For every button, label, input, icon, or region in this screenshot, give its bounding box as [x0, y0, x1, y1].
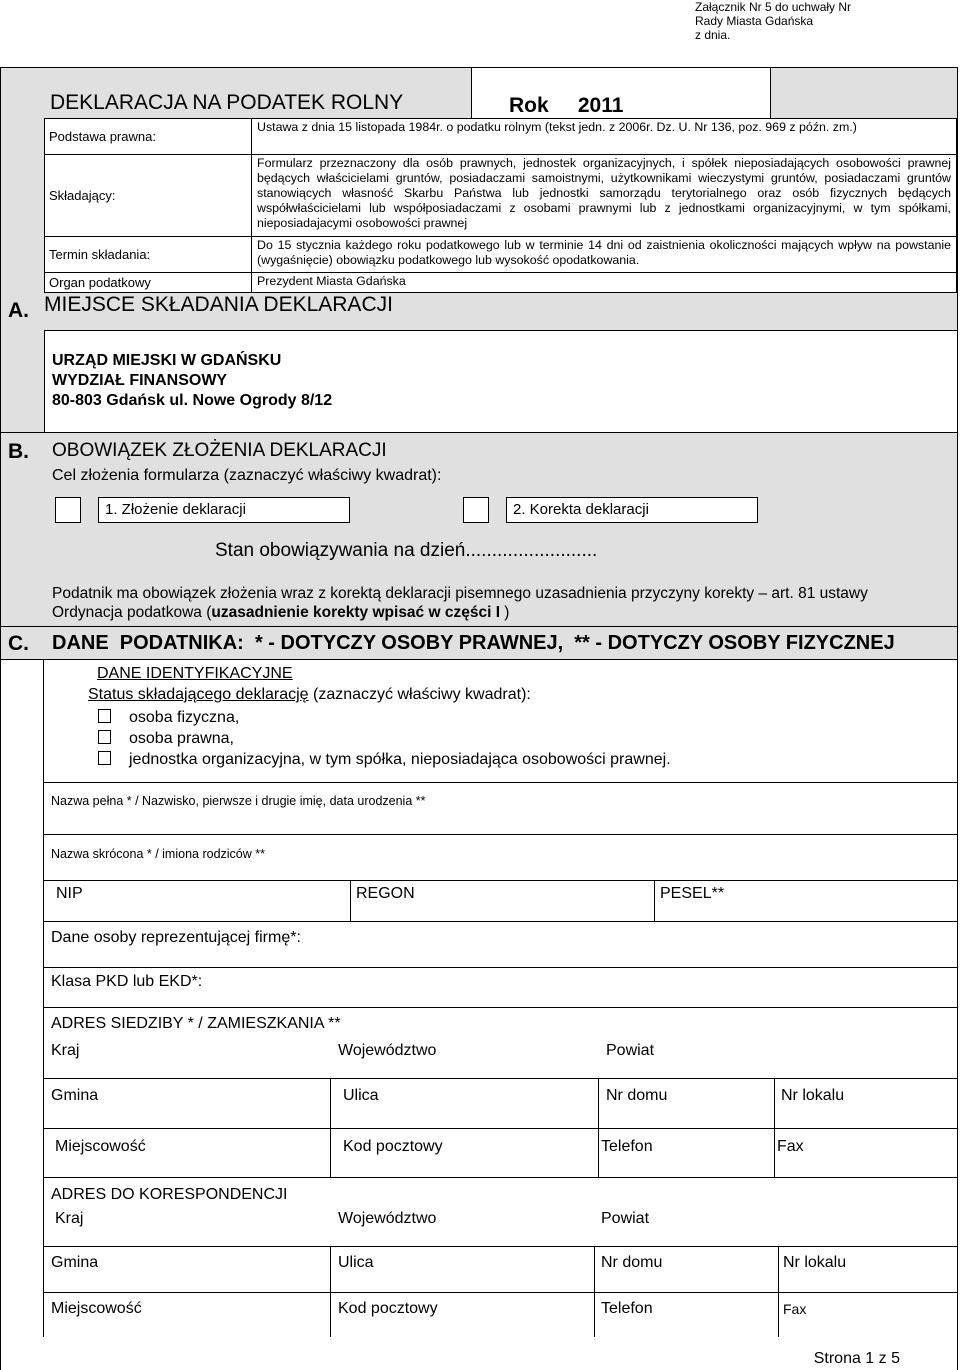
fax-label: Fax [777, 1138, 804, 1155]
section-c-left-strip [1, 660, 44, 1370]
correspondence-address-block [44, 1177, 957, 1337]
office-address-line: 80-803 Gdańsk ul. Nowe Ogrody 8/12 [52, 392, 333, 409]
pkd-field[interactable] [44, 967, 957, 1007]
short-name-field[interactable] [44, 834, 957, 880]
ids-divider [654, 881, 655, 922]
correction-checkbox[interactable] [463, 497, 489, 523]
section-b-title: OBOWIĄZEK ZŁOŻENIA DEKLARACJI [52, 440, 387, 461]
ids-row [44, 880, 957, 921]
address-divider [594, 1292, 595, 1338]
attachment-note [695, 0, 851, 42]
office-address-line: URZĄD MIEJSKI W GDAŃSKU [52, 352, 282, 369]
commune-label: Gmina [51, 1087, 99, 1104]
office-address-line: WYDZIAŁ FINANSOWY [52, 372, 228, 389]
address-row-line [44, 1078, 957, 1079]
street-label: Ulica [338, 1254, 374, 1271]
voivodeship-label: Województwo [338, 1210, 437, 1227]
submission-checkbox[interactable] [55, 497, 81, 523]
ids-divider [350, 881, 351, 922]
nip-label: NIP [56, 885, 83, 902]
status-option-label: osoba prawna, [129, 730, 234, 747]
status-checkbox[interactable] [98, 709, 111, 723]
country-label: Kraj [51, 1042, 80, 1059]
address-divider [330, 1292, 331, 1338]
address-divider [598, 1078, 599, 1128]
form-title: DEKLARACJA NA PODATEK ROLNY [50, 91, 404, 114]
header-row [45, 237, 957, 273]
pesel-label: PESEL** [660, 885, 725, 902]
phone-label: Telefon [601, 1138, 653, 1155]
street-label: Ulica [343, 1087, 379, 1104]
phone-label: Telefon [601, 1300, 653, 1317]
attachment-note-line: Rady Miasta Gdańska [695, 14, 814, 28]
correction-note-end: ) [500, 604, 510, 621]
section-a-band [1, 330, 44, 432]
purpose-label: Cel złożenia formularza (zaznaczyć właściwy kwadrat): [52, 467, 442, 484]
address-divider [774, 1128, 775, 1178]
year-label: Rok 2011 [509, 94, 624, 117]
legal-basis-text: Ustawa z dnia 15 listopada 1984r. o podatku rolnym (tekst jedn. z 2006r. Dz. U. Nr 136, poz. 969 z późn. zm.) [252, 119, 957, 155]
regon-label: REGON [356, 885, 415, 902]
apartment-number-label: Nr lokalu [781, 1087, 845, 1104]
header-row [45, 155, 957, 237]
submitter-label: Składający: [45, 155, 252, 237]
house-number-label: Nr domu [606, 1087, 668, 1104]
effective-date-label: Stan obowiązywania na dzień......................... [215, 540, 598, 561]
full-name-field[interactable] [44, 782, 957, 834]
tax-authority-label: Organ podatkowy [45, 273, 252, 293]
address-row-line [44, 1246, 957, 1247]
status-label-underlined: Status składającego deklarację [88, 686, 309, 703]
address-divider [598, 1128, 599, 1178]
legal-basis-label: Podstawa prawna: [45, 119, 252, 155]
full-name-label: Nazwa pełna * / Nazwisko, pierwsze i drugie imię, data urodzenia ** [51, 794, 426, 808]
section-a-letter: A. [8, 299, 29, 322]
fax-label: Fax [783, 1301, 807, 1317]
status-checkbox[interactable] [98, 730, 111, 744]
office-address [52, 351, 332, 411]
representative-label: Dane osoby reprezentującej firmę*: [51, 929, 301, 946]
section-c-letter: C. [8, 632, 29, 655]
voivodeship-label: Województwo [338, 1042, 437, 1059]
address-row-line [44, 1292, 957, 1293]
apartment-number-label: Nr lokalu [783, 1254, 847, 1271]
submission-option [98, 497, 350, 523]
identification-heading: DANE IDENTYFIKACYJNE [97, 665, 293, 682]
header-row [45, 273, 957, 293]
correction-note-text: Podatnik ma obowiązek złożenia wraz z korektą deklaracji pisemnego uzasadnienia przyczyny korekty – art. 81 ustawy Ordynacja podatkowa ( [52, 585, 868, 621]
deadline-text: Do 15 stycznia każdego roku podatkowego lub w terminie 14 dni od zaistnienia okoliczności mających wpływ na powstanie (wygaśnięcie) obowiązku podatkowego lub wysokość opodatkowania. [252, 237, 957, 273]
city-label: Miejscowość [55, 1138, 146, 1155]
status-option-unit[interactable] [98, 751, 671, 769]
correction-note-bold: uzasadnienie korekty wpisać w części I [211, 604, 500, 621]
county-label: Powiat [606, 1042, 655, 1059]
address-divider [778, 1292, 779, 1338]
registered-address-heading: ADRES SIEDZIBY * / ZAMIESZKANIA ** [51, 1015, 341, 1032]
representative-field[interactable] [44, 921, 957, 967]
address-divider [330, 1246, 331, 1292]
status-option-legal[interactable] [98, 730, 234, 748]
pkd-label: Klasa PKD lub EKD*: [51, 973, 203, 990]
header-table [44, 118, 957, 293]
attachment-note-line: Załącznik Nr 5 do uchwały Nr [695, 0, 852, 14]
postal-code-label: Kod pocztowy [338, 1300, 438, 1317]
postal-code-label: Kod pocztowy [343, 1138, 443, 1155]
page-number: Strona 1 z 5 [813, 1350, 900, 1367]
correction-option-label: 2. Korekta deklaracji [513, 501, 649, 518]
house-number-label: Nr domu [601, 1254, 663, 1271]
status-option-label: osoba fizyczna, [129, 709, 240, 726]
section-c-title: DANE PODATNIKA: * - DOTYCZY OSOBY PRAWNEJ, ** - DOTYCZY OSOBY FIZYCZNEJ [52, 632, 895, 654]
address-divider [778, 1246, 779, 1292]
address-row-line [44, 1128, 957, 1129]
tax-authority-text: Prezydent Miasta Gdańska [252, 273, 957, 293]
address-divider [330, 1128, 331, 1178]
submission-option-label: 1. Złożenie deklaracji [105, 501, 246, 518]
section-b-letter: B. [8, 440, 29, 463]
address-divider [774, 1078, 775, 1128]
status-label-rest: (zaznaczyć właściwy kwadrat): [308, 686, 531, 703]
correction-option [506, 497, 758, 523]
deadline-label: Termin składania: [45, 237, 252, 273]
correspondence-address-heading: ADRES DO KORESPONDENCJI [51, 1186, 288, 1203]
status-label [88, 686, 531, 704]
registered-address-block [44, 1007, 957, 1177]
short-name-label: Nazwa skrócona * / imiona rodziców ** [51, 847, 265, 861]
commune-label: Gmina [51, 1254, 99, 1271]
address-divider [330, 1078, 331, 1128]
section-a-title: MIEJSCE SKŁADANIA DEKLARACJI [44, 293, 393, 316]
country-label: Kraj [55, 1210, 84, 1227]
status-option-label: jednostka organizacyjna, w tym spółka, nieposiadająca osobowości prawnej. [129, 751, 671, 768]
attachment-note-line: z dnia. [695, 28, 731, 42]
address-divider [594, 1246, 595, 1292]
city-label: Miejscowość [51, 1300, 142, 1317]
submitter-text: Formularz przeznaczony dla osób prawnych, jednostek organizacyjnych, i spółek nieposiadających osobowości prawnej będących właścicielami gruntów, posiadaczami samoistnymi, użytkownikami wieczystymi gruntów, posiadaczami gruntów stanowiących własność Skarbu Państwa lub jednostki samorządu terytorialnego oraz osób fizycznych będących współwłaścicielami lub współposiadaczami z osobami prawnymi lub z jednostkami organizacyjnymi, w tym spółkami, nieposiadajacymi osobowości prawnej [252, 155, 957, 237]
status-option-natural[interactable] [98, 709, 239, 727]
header-row [45, 119, 957, 155]
correction-note [52, 584, 932, 622]
status-checkbox[interactable] [98, 751, 111, 765]
county-label: Powiat [601, 1210, 650, 1227]
